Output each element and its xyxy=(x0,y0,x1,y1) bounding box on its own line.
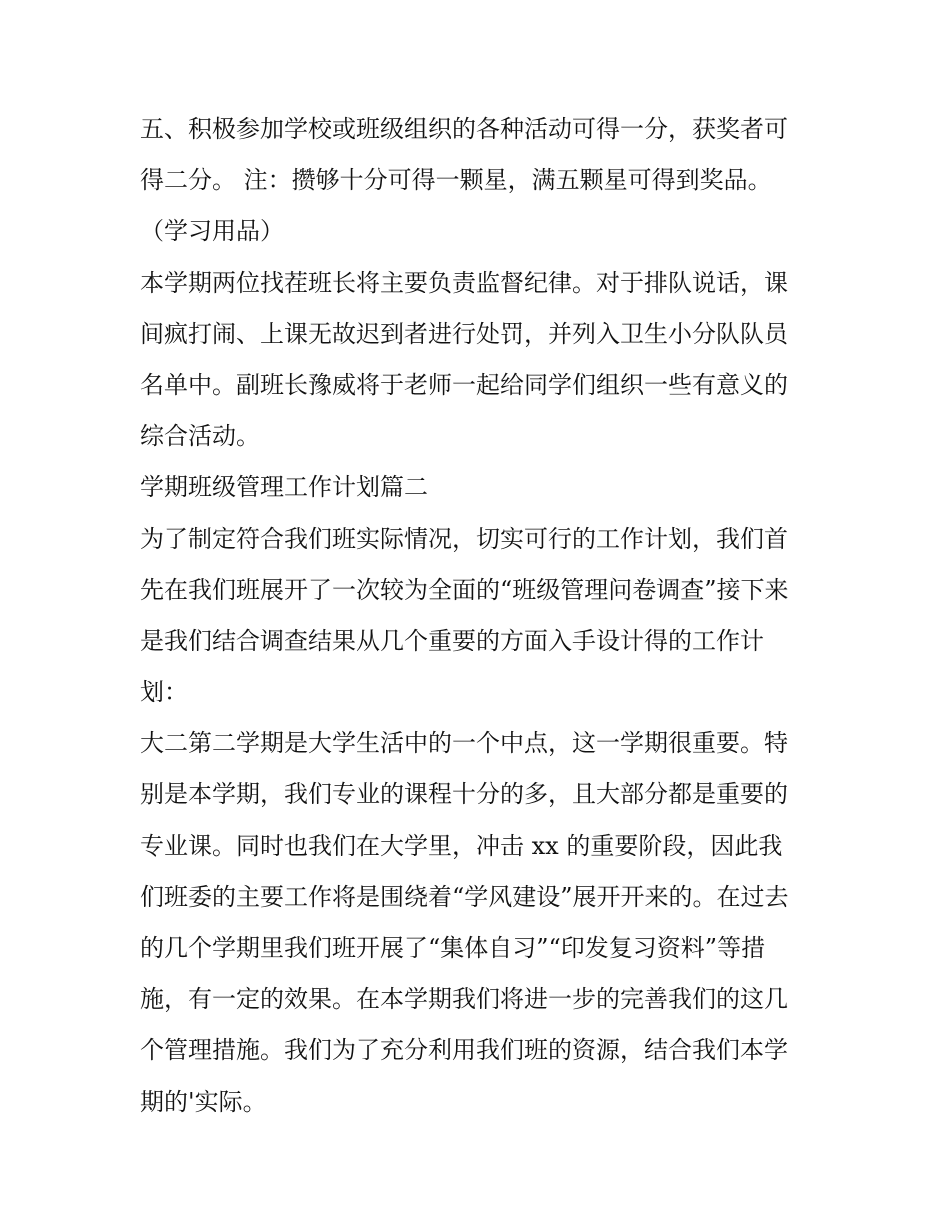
text-line: 得二分。 注：攒够十分可得一颗星，满五颗星可得到奖品。 xyxy=(140,166,772,195)
text-line: 先在我们班展开了一次较为全面的“班级管理问卷调查”接下来 xyxy=(140,575,789,604)
text-line: 施，有一定的效果。在本学期我们将进一步的完善我们的这几 xyxy=(140,985,788,1014)
text-line: 本学期两位找茬班长将主要负责监督纪律。对于排队说话，课 xyxy=(140,268,788,297)
text-line: 别是本学期，我们专业的课程十分的多，且大部分都是重要的 xyxy=(140,780,788,809)
text-line: 间疯打闹、上课无故迟到者进行处罚，并列入卫生小分队队员 xyxy=(140,319,788,348)
text-line: 个管理措施。我们为了充分利用我们班的资源，结合我们本学 xyxy=(140,1036,788,1065)
text-line: （学习用品） xyxy=(140,217,284,246)
text-line: 的几个学期里我们班开展了“集体自习”“印发复习资料”等措 xyxy=(140,934,766,962)
text-line: 是我们结合调查结果从几个重要的方面入手设计得的工作计 xyxy=(140,626,764,655)
text-line: 划： xyxy=(140,678,188,707)
text-line: 五、积极参加学校或班级组织的各种活动可得一分，获奖者可 xyxy=(140,115,788,143)
text-line: 期的'实际。 xyxy=(140,1087,267,1116)
text-line: 综合活动。 xyxy=(140,422,260,451)
text-line: 名单中。副班长豫威将于老师一起给同学们组织一些有意义的 xyxy=(140,370,788,399)
text-line: 大二第二学期是大学生活中的一个中点，这一学期很重要。特 xyxy=(140,729,788,758)
document-body xyxy=(140,104,820,1128)
text-line: 为了制定符合我们班实际情况，切实可行的工作计划，我们首 xyxy=(140,524,788,553)
text-line: 专业课。同时也我们在大学里，冲击 xx 的重要阶段，因此我 xyxy=(140,831,783,860)
text-line: 们班委的主要工作将是围绕着“学风建设”展开开来的。在过去 xyxy=(140,882,789,911)
section-heading: 学期班级管理工作计划篇二 xyxy=(140,473,428,502)
